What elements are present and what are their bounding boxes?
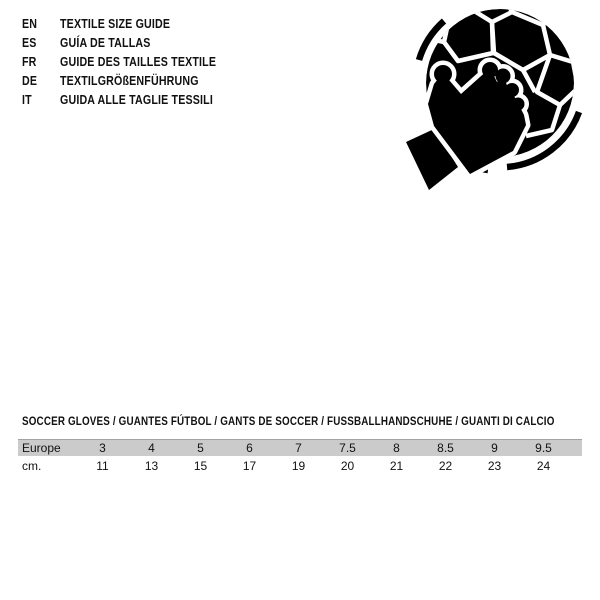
language-label: TEXTILGRÖßENFÜHRUNG [60, 73, 199, 88]
language-row-es [22, 33, 250, 52]
language-code: IT [22, 92, 32, 107]
europe-size-value: 7.5 [339, 441, 356, 455]
cm-size-value: 11 [96, 459, 109, 473]
language-row-en [22, 14, 250, 33]
language-row-fr [22, 52, 250, 71]
cm-size-value: 23 [487, 459, 502, 473]
cm-size-value: 20 [340, 459, 355, 473]
size-table-title: SOCCER GLOVES / GUANTES FÚTBOL / GANTS DE SOCCER / FUSSBALLHANDSCHUHE / GUANTI DI CALCIO [22, 414, 555, 428]
spacer-cell [568, 456, 582, 477]
europe-size-value: 6 [246, 441, 253, 455]
europe-size-value: 8 [393, 441, 400, 455]
europe-size-value: 3 [99, 441, 106, 455]
europe-size-value: 7 [295, 441, 302, 455]
language-label: GUIDA ALLE TAGLIE TESSILI [60, 92, 213, 107]
europe-size-value: 4 [148, 441, 155, 455]
language-code: ES [22, 35, 37, 50]
europe-size-value: 5 [197, 441, 204, 455]
cm-size-value: 19 [291, 459, 306, 473]
goalkeeper-glove-soccer-ball-icon [404, 4, 584, 194]
cm-size-value: 15 [193, 459, 208, 473]
language-row-it [22, 90, 250, 109]
europe-size-value: 9.5 [535, 441, 552, 455]
row-label-europe: Europe [22, 441, 61, 455]
language-code: DE [22, 73, 38, 88]
language-label: GUIDE DES TAILLES TEXTILE [60, 54, 217, 69]
goalkeeper-glove-soccer-ball-icon [404, 4, 584, 194]
size-table [18, 439, 582, 477]
europe-size-value: 8.5 [437, 441, 454, 455]
language-row-de [22, 71, 250, 90]
language-label: GUÍA DE TALLAS [60, 35, 151, 50]
europe-size-value: 9 [491, 441, 498, 455]
cm-size-value: 24 [536, 459, 551, 473]
size-row-europe [18, 439, 582, 456]
language-title-list [22, 14, 250, 109]
size-row-cm [18, 456, 582, 477]
cm-size-value: 17 [242, 459, 257, 473]
cm-size-value: 21 [389, 459, 404, 473]
language-code: FR [22, 54, 37, 69]
row-label-cm: cm. [22, 459, 42, 473]
cm-size-value: 22 [438, 459, 453, 473]
language-code: EN [22, 16, 38, 31]
language-label: TEXTILE SIZE GUIDE [60, 16, 171, 31]
spacer-cell [568, 440, 582, 456]
cm-size-value: 13 [144, 459, 159, 473]
